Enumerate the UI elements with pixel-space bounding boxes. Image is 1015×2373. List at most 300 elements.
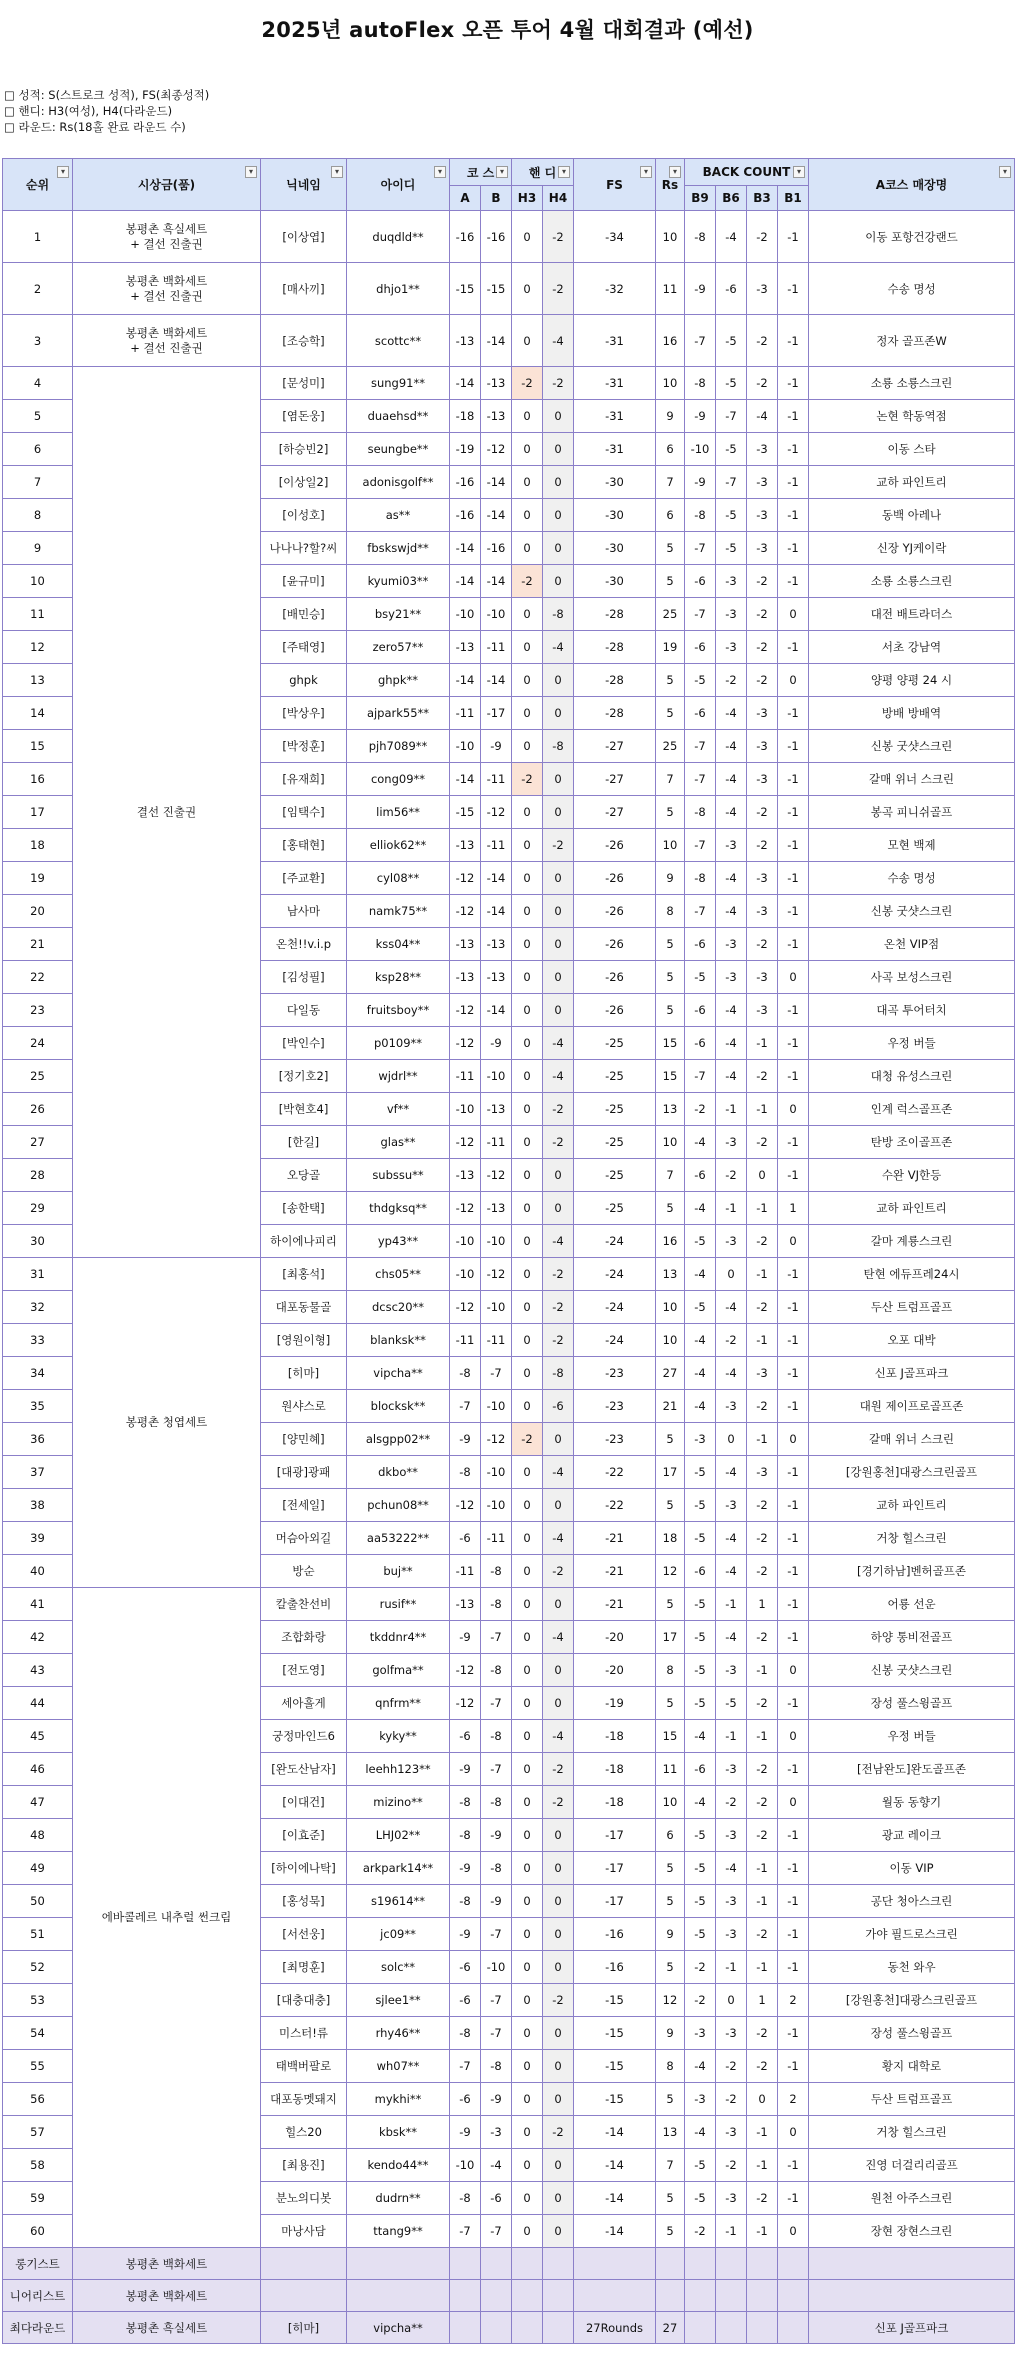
cell-nickname: [최용진] xyxy=(261,2149,347,2182)
cell-nickname: 세아흘게 xyxy=(261,1687,347,1720)
cell-course-a: -8 xyxy=(450,2017,481,2050)
cell-b9: -5 xyxy=(685,961,716,994)
empty-cell xyxy=(481,2248,512,2280)
cell-rank: 31 xyxy=(3,1258,73,1291)
cell-h4: 0 xyxy=(543,2083,574,2116)
cell-h4: -2 xyxy=(543,1258,574,1291)
cell-b6: -7 xyxy=(716,400,747,433)
special-prize: 봉평촌 흑실세트 xyxy=(73,2312,261,2344)
cell-course-b: -14 xyxy=(481,664,512,697)
cell-b3: -2 xyxy=(747,1918,778,1951)
cell-rs: 10 xyxy=(656,211,685,263)
cell-b3: -1 xyxy=(747,1852,778,1885)
cell-h3: 0 xyxy=(512,862,543,895)
cell-course-b: -14 xyxy=(481,565,512,598)
cell-course-a: -10 xyxy=(450,1225,481,1258)
cell-b1: -1 xyxy=(778,2149,809,2182)
cell-b3: -3 xyxy=(747,433,778,466)
col-prize-label: 시상금(품) xyxy=(137,178,196,192)
cell-rank: 13 xyxy=(3,664,73,697)
cell-b3: -1 xyxy=(747,1654,778,1687)
cell-store: 황지 대학로 xyxy=(809,2050,1015,2083)
cell-course-b: -14 xyxy=(481,862,512,895)
cell-course-a: -13 xyxy=(450,631,481,664)
cell-b6: -4 xyxy=(716,1852,747,1885)
cell-nickname: [하승빈2] xyxy=(261,433,347,466)
cell-fs: -15 xyxy=(574,2083,656,2116)
cell-b9: -2 xyxy=(685,2215,716,2248)
cell-rank: 57 xyxy=(3,2116,73,2149)
cell-course-b: -12 xyxy=(481,433,512,466)
cell-rs: 11 xyxy=(656,263,685,315)
cell-h3: 0 xyxy=(512,730,543,763)
cell-b1: -1 xyxy=(778,1885,809,1918)
cell-b6: -3 xyxy=(716,1885,747,1918)
cell-b1: 0 xyxy=(778,2215,809,2248)
cell-b3: -3 xyxy=(747,961,778,994)
cell-nickname: [매사끼] xyxy=(261,263,347,315)
cell-course-a: -10 xyxy=(450,1093,481,1126)
cell-h3: 0 xyxy=(512,1489,543,1522)
special-id xyxy=(347,2248,450,2280)
cell-rank: 45 xyxy=(3,1720,73,1753)
cell-store: 두산 트럼프골프 xyxy=(809,1291,1015,1324)
empty-cell xyxy=(481,2312,512,2344)
cell-rs: 10 xyxy=(656,1126,685,1159)
cell-b9: -10 xyxy=(685,433,716,466)
cell-id: solc** xyxy=(347,1951,450,1984)
cell-id: wh07** xyxy=(347,2050,450,2083)
cell-b9: -2 xyxy=(685,1984,716,2017)
legend-rounds: □ 라운드: Rs(18홀 완료 라운드 수) xyxy=(4,120,186,134)
cell-b9: -9 xyxy=(685,263,716,315)
cell-h3: 0 xyxy=(512,1456,543,1489)
cell-h3: 0 xyxy=(512,1852,543,1885)
cell-h3: 0 xyxy=(512,928,543,961)
cell-nickname: [임택수] xyxy=(261,796,347,829)
cell-rank: 59 xyxy=(3,2182,73,2215)
cell-b3: -3 xyxy=(747,697,778,730)
cell-course-b: -14 xyxy=(481,895,512,928)
cell-fs: -25 xyxy=(574,1192,656,1225)
cell-rs: 11 xyxy=(656,1753,685,1786)
cell-h4: -4 xyxy=(543,1621,574,1654)
cell-course-a: -12 xyxy=(450,895,481,928)
cell-nickname: [유재희] xyxy=(261,763,347,796)
cell-fs: -15 xyxy=(574,1984,656,2017)
cell-b1: -1 xyxy=(778,1027,809,1060)
cell-b3: -3 xyxy=(747,532,778,565)
cell-b3: 0 xyxy=(747,2083,778,2116)
cell-course-b: -16 xyxy=(481,211,512,263)
cell-id: cong09** xyxy=(347,763,450,796)
cell-rs: 8 xyxy=(656,895,685,928)
col-prize xyxy=(73,159,261,211)
cell-h3: 0 xyxy=(512,466,543,499)
cell-id: tkddnr4** xyxy=(347,1621,450,1654)
cell-fs: -27 xyxy=(574,796,656,829)
cell-fs: -30 xyxy=(574,466,656,499)
cell-h3: 0 xyxy=(512,1192,543,1225)
cell-b1: -1 xyxy=(778,697,809,730)
cell-course-a: -12 xyxy=(450,1654,481,1687)
cell-b3: -2 xyxy=(747,2017,778,2050)
cell-fs: -25 xyxy=(574,1126,656,1159)
cell-course-b: -10 xyxy=(481,1291,512,1324)
cell-store: 수송 명성 xyxy=(809,263,1015,315)
cell-store: 신장 YJ케이락 xyxy=(809,532,1015,565)
cell-b1: -1 xyxy=(778,1159,809,1192)
prize-cell: 봉평촌 청엽세트 xyxy=(73,1258,261,1588)
cell-course-a: -9 xyxy=(450,1621,481,1654)
filter-dropdown-icon[interactable]: ▾ xyxy=(434,166,446,178)
cell-rank: 11 xyxy=(3,598,73,631)
cell-b3: -1 xyxy=(747,2149,778,2182)
cell-b3: -3 xyxy=(747,263,778,315)
cell-rank: 19 xyxy=(3,862,73,895)
cell-rs: 5 xyxy=(656,2182,685,2215)
cell-b1: -1 xyxy=(778,1753,809,1786)
cell-b9: -7 xyxy=(685,315,716,367)
cell-b1: -1 xyxy=(778,433,809,466)
cell-h3: 0 xyxy=(512,400,543,433)
cell-b1: -1 xyxy=(778,631,809,664)
cell-store: 대전 배트라더스 xyxy=(809,598,1015,631)
cell-store: 광교 레이크 xyxy=(809,1819,1015,1852)
cell-b3: -3 xyxy=(747,1357,778,1390)
cell-course-a: -9 xyxy=(450,1423,481,1456)
cell-b6: -1 xyxy=(716,1720,747,1753)
cell-h3: 0 xyxy=(512,211,543,263)
cell-b9: -4 xyxy=(685,1192,716,1225)
cell-h4: 0 xyxy=(543,433,574,466)
cell-h4: -2 xyxy=(543,1753,574,1786)
cell-rank: 41 xyxy=(3,1588,73,1621)
cell-rs: 21 xyxy=(656,1390,685,1423)
col-b3: B3 xyxy=(747,186,778,211)
cell-b9: -8 xyxy=(685,862,716,895)
cell-course-b: -11 xyxy=(481,1522,512,1555)
cell-h3: 0 xyxy=(512,1687,543,1720)
filter-dropdown-icon[interactable]: ▾ xyxy=(793,166,805,178)
cell-store: 동백 아레나 xyxy=(809,499,1015,532)
cell-h3: 0 xyxy=(512,1555,543,1588)
cell-b6: -2 xyxy=(716,2149,747,2182)
cell-rs: 19 xyxy=(656,631,685,664)
cell-rs: 6 xyxy=(656,499,685,532)
col-h3: H3 xyxy=(512,186,543,211)
cell-id: kyumi03** xyxy=(347,565,450,598)
cell-store: [강원홍천]대광스크린골프 xyxy=(809,1984,1015,2017)
cell-nickname: 조합화랑 xyxy=(261,1621,347,1654)
cell-rs: 25 xyxy=(656,598,685,631)
cell-course-a: -6 xyxy=(450,2083,481,2116)
cell-fs: -28 xyxy=(574,697,656,730)
cell-course-b: -14 xyxy=(481,499,512,532)
cell-id: kyky** xyxy=(347,1720,450,1753)
cell-rank: 49 xyxy=(3,1852,73,1885)
cell-b9: -8 xyxy=(685,211,716,263)
cell-b9: -4 xyxy=(685,1126,716,1159)
cell-fs: -30 xyxy=(574,565,656,598)
filter-dropdown-icon[interactable]: ▾ xyxy=(331,166,343,178)
cell-rank: 26 xyxy=(3,1093,73,1126)
cell-fs: -17 xyxy=(574,1852,656,1885)
cell-nickname: [영원이형] xyxy=(261,1324,347,1357)
cell-b1: 0 xyxy=(778,961,809,994)
cell-h3: 0 xyxy=(512,1060,543,1093)
cell-h4: 0 xyxy=(543,1951,574,1984)
cell-b9: -2 xyxy=(685,1951,716,1984)
cell-rank: 51 xyxy=(3,1918,73,1951)
cell-nickname: [박정훈] xyxy=(261,730,347,763)
cell-h4: 0 xyxy=(543,2149,574,2182)
cell-rs: 15 xyxy=(656,1027,685,1060)
cell-course-b: -10 xyxy=(481,1390,512,1423)
cell-id: alsgpp02** xyxy=(347,1423,450,1456)
cell-b9: -5 xyxy=(685,1918,716,1951)
cell-b3: -2 xyxy=(747,1225,778,1258)
cell-b9: -7 xyxy=(685,598,716,631)
cell-rs: 9 xyxy=(656,1918,685,1951)
cell-h4: -2 xyxy=(543,829,574,862)
cell-nickname: [정기호2] xyxy=(261,1060,347,1093)
cell-course-b: -7 xyxy=(481,1984,512,2017)
cell-fs: -31 xyxy=(574,433,656,466)
cell-course-a: -6 xyxy=(450,1522,481,1555)
cell-rs: 27 xyxy=(656,1357,685,1390)
cell-course-a: -11 xyxy=(450,1555,481,1588)
cell-fs: -24 xyxy=(574,1324,656,1357)
cell-h3: 0 xyxy=(512,433,543,466)
cell-rs: 10 xyxy=(656,829,685,862)
cell-h3: 0 xyxy=(512,1654,543,1687)
cell-id: glas** xyxy=(347,1126,450,1159)
prize-cell: 결선 진출권 xyxy=(73,367,261,1258)
cell-course-a: -18 xyxy=(450,400,481,433)
cell-store: 거창 힐스크린 xyxy=(809,2116,1015,2149)
cell-fs: -31 xyxy=(574,367,656,400)
cell-rs: 8 xyxy=(656,1654,685,1687)
cell-fs: -17 xyxy=(574,1885,656,1918)
cell-h4: -2 xyxy=(543,1126,574,1159)
cell-h4: -4 xyxy=(543,1027,574,1060)
table-row xyxy=(3,211,1015,263)
cell-course-a: -7 xyxy=(450,1390,481,1423)
cell-nickname: [박현호4] xyxy=(261,1093,347,1126)
col-course-b: B xyxy=(481,186,512,211)
empty-cell xyxy=(685,2248,716,2280)
cell-b9: -6 xyxy=(685,1753,716,1786)
cell-course-a: -12 xyxy=(450,1192,481,1225)
filter-dropdown-icon[interactable]: ▾ xyxy=(57,166,69,178)
cell-b1: -1 xyxy=(778,730,809,763)
cell-b9: -7 xyxy=(685,532,716,565)
cell-course-a: -8 xyxy=(450,1885,481,1918)
cell-b3: -2 xyxy=(747,1522,778,1555)
cell-course-b: -10 xyxy=(481,598,512,631)
cell-h3: 0 xyxy=(512,697,543,730)
cell-rs: 17 xyxy=(656,1456,685,1489)
cell-b6: -3 xyxy=(716,565,747,598)
cell-rank: 48 xyxy=(3,1819,73,1852)
col-rank xyxy=(3,159,73,211)
cell-rs: 5 xyxy=(656,664,685,697)
cell-rs: 5 xyxy=(656,928,685,961)
empty-cell xyxy=(685,2280,716,2312)
cell-id: adonisgolf** xyxy=(347,466,450,499)
cell-rs: 9 xyxy=(656,862,685,895)
cell-nickname: [홍태현] xyxy=(261,829,347,862)
cell-rank: 30 xyxy=(3,1225,73,1258)
cell-h4: 0 xyxy=(543,1489,574,1522)
cell-course-a: -15 xyxy=(450,263,481,315)
cell-b6: -4 xyxy=(716,763,747,796)
cell-course-a: -9 xyxy=(450,1753,481,1786)
cell-h3: 0 xyxy=(512,796,543,829)
cell-rs: 5 xyxy=(656,1885,685,1918)
filter-dropdown-icon[interactable]: ▾ xyxy=(640,166,652,178)
cell-b3: -2 xyxy=(747,2050,778,2083)
col-rs-label: Rs xyxy=(661,177,679,192)
cell-nickname: 미스터!류 xyxy=(261,2017,347,2050)
filter-dropdown-icon[interactable]: ▾ xyxy=(245,166,257,178)
cell-store: 우정 버들 xyxy=(809,1027,1015,1060)
cell-h3: 0 xyxy=(512,2050,543,2083)
cell-b3: -2 xyxy=(747,1621,778,1654)
cell-h3: 0 xyxy=(512,598,543,631)
cell-h3: 0 xyxy=(512,1819,543,1852)
cell-store: [강원홍천]대광스크린골프 xyxy=(809,1456,1015,1489)
cell-course-a: -9 xyxy=(450,2116,481,2149)
cell-id: kbsk** xyxy=(347,2116,450,2149)
cell-id: arkpark14** xyxy=(347,1852,450,1885)
cell-h3: 0 xyxy=(512,263,543,315)
cell-course-a: -8 xyxy=(450,1786,481,1819)
cell-fs: -22 xyxy=(574,1456,656,1489)
cell-b9: -7 xyxy=(685,1060,716,1093)
cell-rank: 43 xyxy=(3,1654,73,1687)
cell-h3: 0 xyxy=(512,1885,543,1918)
cell-course-b: -15 xyxy=(481,263,512,315)
cell-course-a: -12 xyxy=(450,994,481,1027)
cell-b9: -4 xyxy=(685,2116,716,2149)
cell-course-a: -12 xyxy=(450,1489,481,1522)
cell-course-b: -14 xyxy=(481,315,512,367)
cell-store: 장성 풀스윙골프 xyxy=(809,2017,1015,2050)
cell-nickname: 온천!!v.i.p xyxy=(261,928,347,961)
filter-dropdown-icon[interactable]: ▾ xyxy=(496,166,508,178)
cell-b1: -1 xyxy=(778,1060,809,1093)
cell-course-a: -8 xyxy=(450,1819,481,1852)
cell-rs: 25 xyxy=(656,730,685,763)
cell-store: 대청 유성스크린 xyxy=(809,1060,1015,1093)
cell-b1: -1 xyxy=(778,1324,809,1357)
cell-fs: -27 xyxy=(574,763,656,796)
cell-b3: -3 xyxy=(747,862,778,895)
cell-h4: 0 xyxy=(543,499,574,532)
cell-b1: 0 xyxy=(778,1720,809,1753)
cell-course-b: -8 xyxy=(481,1720,512,1753)
cell-b6: -4 xyxy=(716,1621,747,1654)
cell-nickname: [최명훈] xyxy=(261,1951,347,1984)
cell-store: 양평 양평 24 시 xyxy=(809,664,1015,697)
special-store xyxy=(809,2280,1015,2312)
filter-dropdown-icon[interactable]: ▾ xyxy=(999,166,1011,178)
cell-id: fbskswjd** xyxy=(347,532,450,565)
cell-fs: -30 xyxy=(574,532,656,565)
cell-id: zero57** xyxy=(347,631,450,664)
special-prize: 봉평촌 백화세트 xyxy=(73,2280,261,2312)
cell-b6: -6 xyxy=(716,263,747,315)
cell-h4: 0 xyxy=(543,961,574,994)
cell-course-b: -12 xyxy=(481,1423,512,1456)
cell-fs: -24 xyxy=(574,1225,656,1258)
cell-b1: -1 xyxy=(778,499,809,532)
cell-course-b: -11 xyxy=(481,1126,512,1159)
cell-b6: -4 xyxy=(716,1291,747,1324)
cell-b1: -1 xyxy=(778,928,809,961)
cell-b6: -1 xyxy=(716,1951,747,1984)
cell-h4: 0 xyxy=(543,994,574,1027)
cell-b6: -4 xyxy=(716,994,747,1027)
cell-h3: 0 xyxy=(512,1258,543,1291)
cell-nickname: [조승학] xyxy=(261,315,347,367)
cell-nickname: [대광]광패 xyxy=(261,1456,347,1489)
cell-nickname: 하이에나피리 xyxy=(261,1225,347,1258)
cell-fs: -28 xyxy=(574,598,656,631)
cell-course-b: -17 xyxy=(481,697,512,730)
cell-h4: 0 xyxy=(543,1819,574,1852)
cell-b1: -1 xyxy=(778,211,809,263)
cell-store: 갈매 위너 스크린 xyxy=(809,763,1015,796)
cell-b6: -3 xyxy=(716,1225,747,1258)
cell-b9: -6 xyxy=(685,631,716,664)
special-nickname xyxy=(261,2248,347,2280)
filter-dropdown-icon[interactable]: ▾ xyxy=(669,166,681,178)
cell-course-b: -7 xyxy=(481,2215,512,2248)
empty-cell xyxy=(778,2280,809,2312)
cell-b1: 0 xyxy=(778,664,809,697)
cell-nickname: [이효준] xyxy=(261,1819,347,1852)
cell-b3: -2 xyxy=(747,796,778,829)
cell-b6: -3 xyxy=(716,631,747,664)
cell-course-b: -9 xyxy=(481,2083,512,2116)
special-rs xyxy=(656,2248,685,2280)
cell-b3: -2 xyxy=(747,565,778,598)
filter-dropdown-icon[interactable]: ▾ xyxy=(558,166,570,178)
cell-rank: 27 xyxy=(3,1126,73,1159)
cell-h3: 0 xyxy=(512,664,543,697)
cell-rank: 18 xyxy=(3,829,73,862)
cell-b3: -2 xyxy=(747,1687,778,1720)
cell-h4: 0 xyxy=(543,2215,574,2248)
cell-id: as** xyxy=(347,499,450,532)
cell-b1: -1 xyxy=(778,2017,809,2050)
cell-b6: -7 xyxy=(716,466,747,499)
col-rank-label: 순위 xyxy=(25,178,50,192)
cell-rs: 13 xyxy=(656,1093,685,1126)
cell-b9: -5 xyxy=(685,1654,716,1687)
cell-rank: 14 xyxy=(3,697,73,730)
cell-store: 이동 스타 xyxy=(809,433,1015,466)
cell-id: s19614** xyxy=(347,1885,450,1918)
cell-course-b: -7 xyxy=(481,2017,512,2050)
cell-h4: 0 xyxy=(543,697,574,730)
cell-nickname: [양민혜] xyxy=(261,1423,347,1456)
cell-course-a: -8 xyxy=(450,1357,481,1390)
cell-b9: -9 xyxy=(685,466,716,499)
